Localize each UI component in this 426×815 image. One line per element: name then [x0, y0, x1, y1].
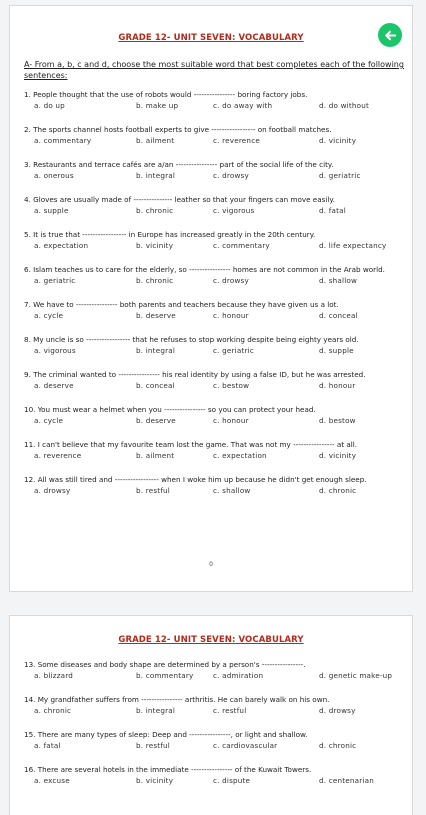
question-item [24, 475, 408, 510]
option-b[interactable]: b. chronic [136, 276, 174, 285]
option-b[interactable]: b. restful [136, 741, 170, 750]
option-c[interactable]: c. expectation [213, 451, 267, 460]
answer-options [24, 416, 408, 427]
option-d[interactable]: d. centenarian [319, 776, 374, 785]
question-item [24, 730, 408, 765]
option-a[interactable]: a. cycle [34, 416, 64, 425]
question-text: 13. Some diseases and body shape are determined by a person's ----------------. [24, 660, 306, 669]
question-text: 10. You must wear a helmet when you ---------------- so you can protect your head. [24, 405, 316, 414]
option-a[interactable]: a. fatal [34, 741, 61, 750]
question-text: 3. Restaurants and terrace cafés are a/an ---------------- part of the social life of the city. [24, 160, 334, 169]
question-item [24, 440, 408, 475]
worksheet-page-2 [9, 615, 413, 815]
back-arrow-icon [383, 28, 398, 43]
option-d[interactable]: d. chronic [319, 741, 357, 750]
option-a[interactable]: a. cycle [34, 311, 64, 320]
option-b[interactable]: b. commentary [136, 671, 194, 680]
question-text: 11. I can't believe that my favourite team lost the game. That was not my ---------------- at all. [24, 440, 358, 449]
question-text: 15. There are many types of sleep: Deep and ----------------, or light and shallow. [24, 730, 308, 739]
question-text: 4. Gloves are usually made of --------------- leather so that your fingers can move easily. [24, 195, 335, 204]
option-b[interactable]: b. ailment [136, 136, 175, 145]
answer-options [24, 451, 408, 462]
option-d[interactable]: d. do without [319, 101, 369, 110]
option-d[interactable]: d. fatal [319, 206, 346, 215]
question-text: 1. People thought that the use of robots would ---------------- boring factory jobs. [24, 90, 308, 99]
option-b[interactable]: b. vicinity [136, 241, 174, 250]
back-button[interactable] [378, 23, 402, 47]
question-item [24, 230, 408, 265]
option-c[interactable]: c. restful [213, 706, 247, 715]
option-d[interactable]: d. vicinity [319, 136, 357, 145]
option-c[interactable]: c. drowsy [213, 171, 249, 180]
option-c[interactable]: c. vigorous [213, 206, 255, 215]
question-text: 2. The sports channel hosts football experts to give ----------------- on football matches. [24, 125, 332, 134]
option-c[interactable]: c. bestow [213, 381, 250, 390]
option-d[interactable]: d. supple [319, 346, 354, 355]
answer-options [24, 311, 408, 322]
option-b[interactable]: b. deserve [136, 311, 176, 320]
option-d[interactable]: d. geriatric [319, 171, 361, 180]
option-c[interactable]: c. do away with [213, 101, 273, 110]
option-a[interactable]: a. excuse [34, 776, 70, 785]
question-item [24, 660, 408, 695]
question-text: 5. It is true that ----------------- in Europe has increased greatly in the 20th century. [24, 230, 316, 239]
question-item [24, 125, 408, 160]
option-a[interactable]: a. do up [34, 101, 65, 110]
option-d[interactable]: d. life expectancy [319, 241, 387, 250]
answer-options [24, 136, 408, 147]
option-c[interactable]: c. drowsy [213, 276, 249, 285]
option-a[interactable]: a. chronic [34, 706, 72, 715]
option-d[interactable]: d. vicinity [319, 451, 357, 460]
answer-options [24, 776, 408, 787]
question-text: 12. All was still tired and ----------------- when I woke him up because he didn't get enough sleep. [24, 475, 367, 484]
option-d[interactable]: d. conceal [319, 311, 358, 320]
question-text: 14. My grandfather suffers from ---------------- arthritis. He can barely walk on his own. [24, 695, 330, 704]
option-b[interactable]: b. make up [136, 101, 179, 110]
option-c[interactable]: c. shallow [213, 486, 251, 495]
question-text: 7. We have to ---------------- both parents and teachers because they have given us a lot. [24, 300, 339, 309]
question-list [24, 90, 408, 510]
option-d[interactable]: d. shallow [319, 276, 358, 285]
option-a[interactable]: a. supple [34, 206, 69, 215]
answer-options [24, 486, 408, 497]
option-c[interactable]: c. commentary [213, 241, 270, 250]
option-b[interactable]: b. conceal [136, 381, 175, 390]
option-c[interactable]: c. admiration [213, 671, 264, 680]
option-d[interactable]: d. honour [319, 381, 356, 390]
option-c[interactable]: c. geriatric [213, 346, 254, 355]
question-item [24, 765, 408, 800]
option-a[interactable]: a. commentary [34, 136, 92, 145]
answer-options [24, 241, 408, 252]
question-item [24, 335, 408, 370]
option-a[interactable]: a. geriatric [34, 276, 76, 285]
instructions: A- From a, b, c and d, choose the most suitable word that best completes each of the following sentences: [24, 60, 404, 80]
question-item [24, 405, 408, 440]
option-d[interactable]: d. genetic make-up [319, 671, 393, 680]
option-c[interactable]: c. dispute [213, 776, 251, 785]
option-b[interactable]: b. integral [136, 706, 176, 715]
answer-options [24, 101, 408, 112]
answer-options [24, 276, 408, 287]
question-item [24, 300, 408, 335]
question-item [24, 265, 408, 300]
answer-options [24, 206, 408, 217]
option-a[interactable]: a. vigorous [34, 346, 76, 355]
page-title: GRADE 12- UNIT SEVEN: VOCABULARY [118, 33, 304, 43]
question-item [24, 160, 408, 195]
option-b[interactable]: b. vicinity [136, 776, 174, 785]
option-a[interactable]: a. expectation [34, 241, 89, 250]
question-list [24, 660, 408, 800]
worksheet-page-1 [9, 5, 413, 592]
question-item [24, 370, 408, 405]
option-d[interactable]: d. drowsy [319, 706, 356, 715]
option-a[interactable]: a. drowsy [34, 486, 71, 495]
option-d[interactable]: d. chronic [319, 486, 357, 495]
option-b[interactable]: b. deserve [136, 416, 176, 425]
question-text: 6. Islam teaches us to care for the elderly, so ---------------- homes are not common in the Arab world. [24, 265, 385, 274]
option-a[interactable]: a. blizzard [34, 671, 74, 680]
answer-options [24, 171, 408, 182]
option-a[interactable]: a. onerous [34, 171, 74, 180]
answer-options [24, 706, 408, 717]
option-b[interactable]: b. integral [136, 346, 176, 355]
question-text: 16. There are several hotels in the immediate ---------------- of the Kuwait Towers. [24, 765, 312, 774]
option-d[interactable]: d. bestow [319, 416, 356, 425]
page-title: GRADE 12- UNIT SEVEN: VOCABULARY [118, 635, 304, 645]
question-item [24, 195, 408, 230]
option-c[interactable]: c. honour [213, 311, 249, 320]
option-b[interactable]: b. ailment [136, 451, 175, 460]
option-c[interactable]: c. honour [213, 416, 249, 425]
answer-options [24, 741, 408, 752]
question-text: 9. The criminal wanted to ---------------- his real identity by using a false ID, but he was arrested. [24, 370, 366, 379]
question-item [24, 695, 408, 730]
question-text: 8. My uncle is so ----------------- that he refuses to stop working despite being eighty years old. [24, 335, 359, 344]
answer-options [24, 346, 408, 357]
answer-options [24, 381, 408, 392]
question-item [24, 90, 408, 125]
option-c[interactable]: c. cardiovascular [213, 741, 278, 750]
option-b[interactable]: b. integral [136, 171, 176, 180]
option-b[interactable]: b. chronic [136, 206, 174, 215]
page-number: 0 [209, 561, 213, 568]
answer-options [24, 671, 408, 682]
option-a[interactable]: a. reverence [34, 451, 82, 460]
option-a[interactable]: a. deserve [34, 381, 74, 390]
option-b[interactable]: b. restful [136, 486, 170, 495]
option-c[interactable]: c. reverence [213, 136, 260, 145]
